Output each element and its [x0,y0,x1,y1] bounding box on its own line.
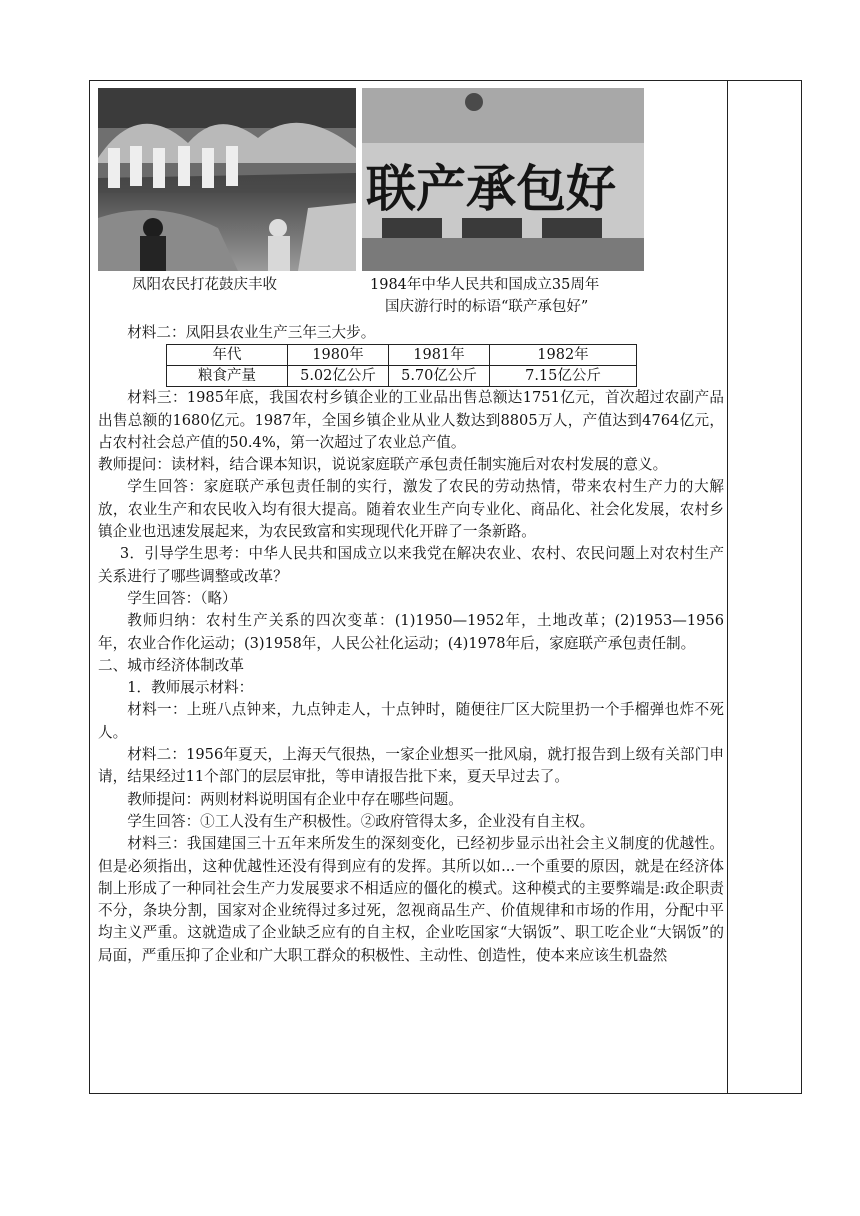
table-row [167,366,637,387]
student-answer: 学生回答：家庭联产承包责任制的实行，激发了农民的劳动热情，带来农村生产力的大解放，农业生产和农民收入均有很大提高。随着农业生产向专业化、商品化、社会化发展，农村乡镇企业也迅速发展起来，为农民致富和实现现代化开辟了一条新路。 [98,478,724,541]
teacher-summary: 教师归纳：农村生产关系的四次变革：(1)1950—1952年，土地改革；(2)1953—1956年，农业合作化运动；(3)1958年，人民公社化运动；(4)1978年后，家庭联产承包责任制。 [98,612,724,652]
caption-right-line2: 国庆游行时的标语“联产承包好” [385,299,589,315]
table-cell: 1981年 [389,345,490,366]
grain-output-table [166,344,637,387]
column-divider [727,80,728,1094]
table-cell: 1980年 [288,345,389,366]
caption-right-line1: 1984年中华人民共和国成立35周年 [370,277,600,293]
table-cell: 5.02亿公斤 [288,366,389,387]
urban-student-answer: 学生回答：①工人没有生产积极性。②政府管得太多，企业没有自主权。 [127,812,595,830]
caption-left: 凤阳农民打花鼓庆丰收 [132,277,277,293]
urban-material1: 材料一：上班八点钟来，九点钟走人，十点钟时，随便往厂区大院里扔一个手榴弹也炸不死人。 [98,701,724,741]
urban-teacher-question: 教师提问：两则材料说明国有企业中存在哪些问题。 [127,790,463,808]
guide-question: 3．引导学生思考：中华人民共和国成立以来我党在解决农业、农村、农民问题上对农村生产关系进行了哪些调整或改革？ [98,545,724,585]
table-cell: 粮食产量 [167,366,288,387]
urban-material3: 材料三：我国建国三十五年来所发生的深刻变化，已经初步显示出社会主义制度的优越性。但是必须指出，这种优越性还没有得到应有的发挥。其所以如...一个重要的原因，就是在经济体制上形成了一种同社会生产力发展要求不相适应的僵化的模式。这种模式的主要弊端是:政企职责不分，条块分割，国家对企业统得过多过死，忽视商品生产、价值规律和市场的作用，分配中平均主义严重。这就造成了企业缺乏应有的自主权，企业吃国家“大锅饭”、职工吃企业“大锅饭”的局面，严重压抑了企业和广大职工群众的积极性、主动性、创造性，使本来应该生机盎然 [98,835,724,964]
table-header-row [167,345,637,366]
fengyang-farmers-photo [98,88,356,271]
table-cell: 1982年 [490,345,637,366]
photo-row [98,88,724,274]
step-heading: 1．教师展示材料： [127,679,254,697]
urban-material2: 材料二：1956年夏天，上海天气很热，一家企业想买一批风扇，就打报告到上级有关部门申请，结果经过11个部门的层层审批，等申请报告批下来，夏天早过去了。 [98,746,724,786]
table-cell: 年代 [167,345,288,366]
national-day-parade-photo [362,88,644,271]
section-heading: 二、城市经济体制改革 [98,656,244,674]
table-cell: 7.15亿公斤 [490,366,637,387]
material2-title: 材料二：凤阳县农业生产三年三大步。 [127,324,376,341]
lesson-content [98,88,724,967]
photo-captions [98,274,724,322]
teacher-question: 教师提问：读材料，结合课本知识，说说家庭联产承包责任制实施后对农村发展的意义。 [98,456,668,474]
parade-sign-text: 联产承包好 [366,160,616,218]
table-cell: 5.70亿公斤 [389,366,490,387]
student-answer-omitted: 学生回答：（略） [127,589,237,607]
material3-paragraph: 材料三：1985年底，我国农村乡镇企业的工业品出售总额达1751亿元，首次超过农副产品出售总额的1680亿元。1987年，全国乡镇企业从业人数达到8805万人，产值达到4764亿元，占农村社会总产值的50.4%，第一次超过了农业总产值。 [98,389,724,451]
